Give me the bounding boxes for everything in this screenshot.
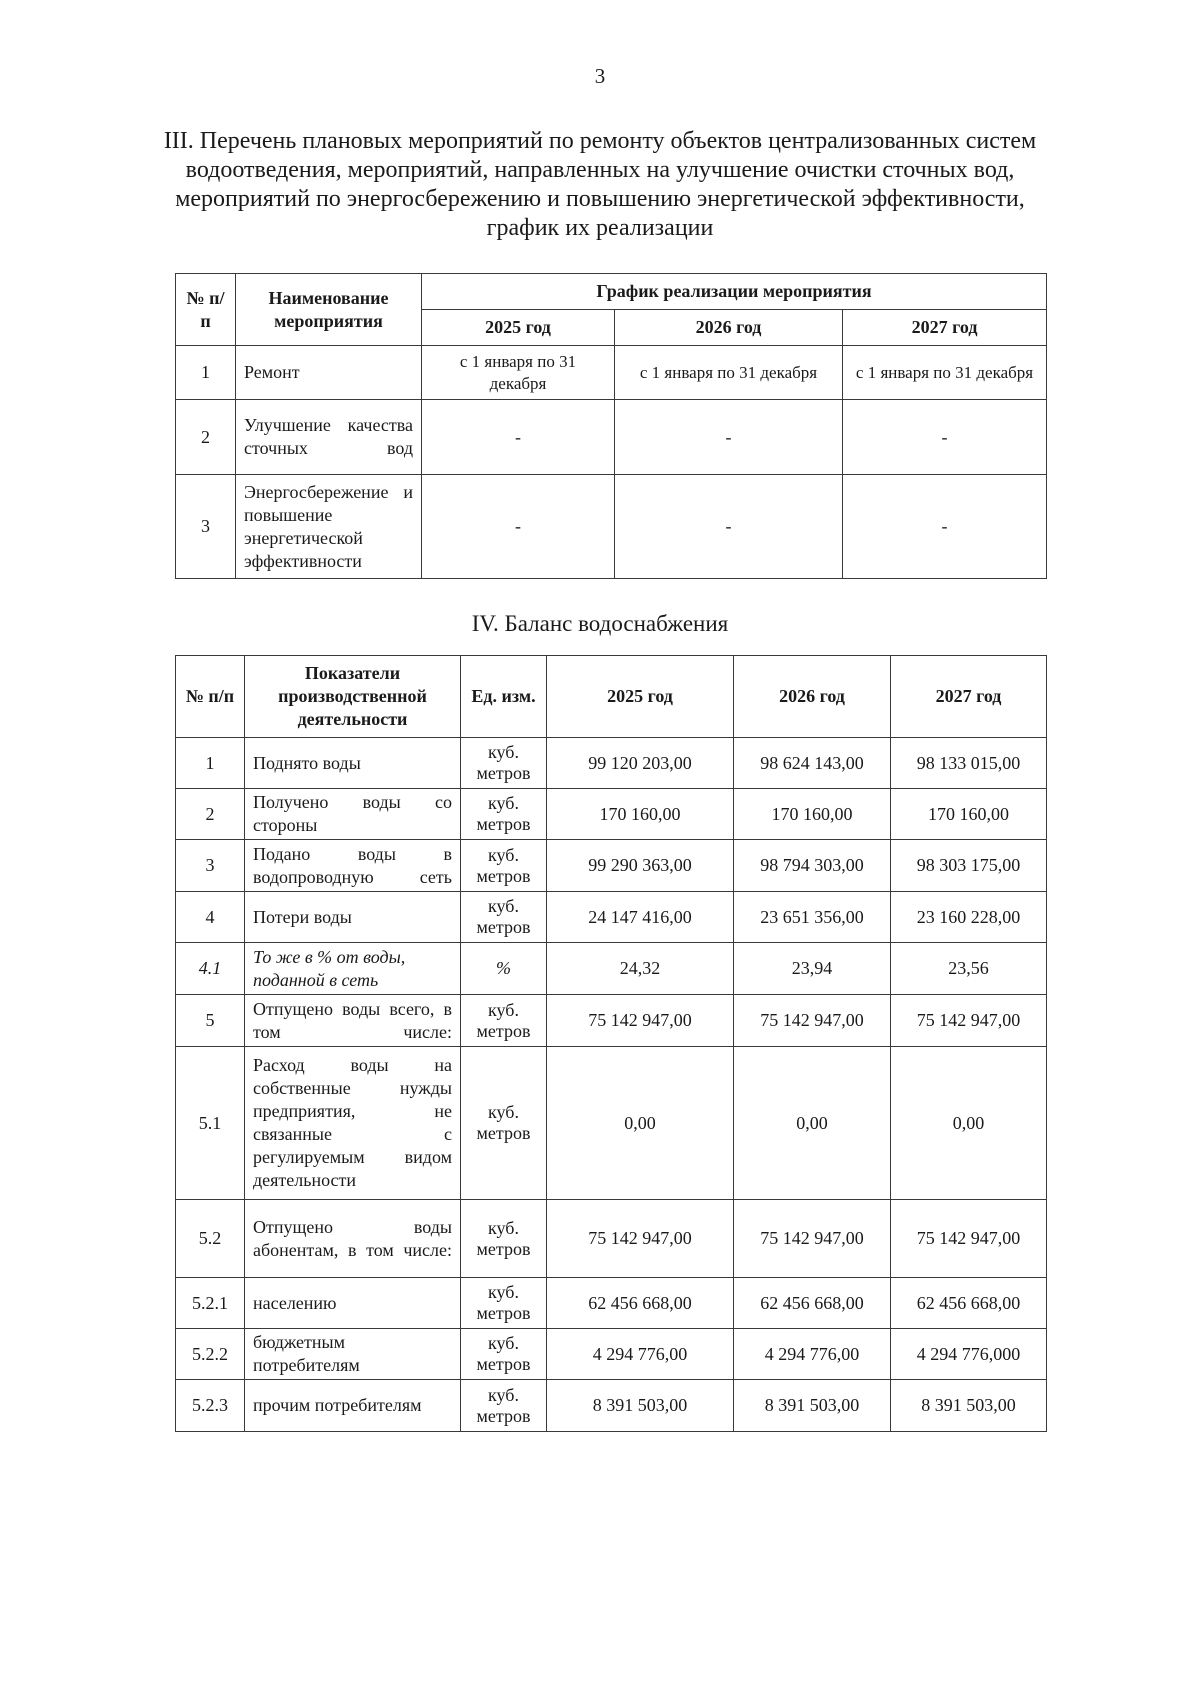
header-unit: Ед. изм. xyxy=(461,656,547,738)
row-num: 5.2.1 xyxy=(176,1278,245,1329)
row-unit: куб. метров xyxy=(461,1380,547,1432)
table-row xyxy=(176,400,1047,475)
table-row xyxy=(176,1047,1047,1200)
table-header-row xyxy=(176,274,1047,310)
value-2026: 4 294 776,00 xyxy=(734,1329,891,1380)
value-2025: 24,32 xyxy=(547,943,734,995)
table-row xyxy=(176,892,1047,943)
value-2027: 8 391 503,00 xyxy=(891,1380,1047,1432)
row-num: 5.1 xyxy=(176,1047,245,1200)
table-row xyxy=(176,475,1047,579)
row-num: 2 xyxy=(176,400,236,475)
schedule-2025: - xyxy=(422,400,615,475)
schedule-2026: - xyxy=(615,400,843,475)
schedule-2027: - xyxy=(843,400,1047,475)
value-2025: 170 160,00 xyxy=(547,789,734,840)
row-unit: куб. метров xyxy=(461,892,547,943)
row-indicator: бюджетным потребителям xyxy=(245,1329,461,1380)
header-indicator: Показатели производственной деятельности xyxy=(245,656,461,738)
value-2027: 23,56 xyxy=(891,943,1047,995)
value-2027: 75 142 947,00 xyxy=(891,995,1047,1047)
table-row xyxy=(176,995,1047,1047)
row-unit: куб. метров xyxy=(461,738,547,789)
value-2025: 0,00 xyxy=(547,1047,734,1200)
schedule-2025: с 1 января по 31 декабря xyxy=(422,346,615,400)
header-activity-name: Наименование мероприятия xyxy=(236,274,422,346)
table-row xyxy=(176,1329,1047,1380)
row-num: 5.2.2 xyxy=(176,1329,245,1380)
row-indicator: То же в % от воды, поданной в сеть xyxy=(245,943,461,995)
header-year-2027: 2027 год xyxy=(891,656,1047,738)
value-2027: 75 142 947,00 xyxy=(891,1200,1047,1278)
water-balance-table xyxy=(175,655,1047,1432)
value-2026: 23,94 xyxy=(734,943,891,995)
schedule-2025: - xyxy=(422,475,615,579)
row-activity-name: Улучшение качества сточных вод xyxy=(236,400,422,475)
value-2027: 98 133 015,00 xyxy=(891,738,1047,789)
section-3-title xyxy=(150,127,1050,243)
row-num: 5.2.3 xyxy=(176,1380,245,1432)
row-unit: куб. метров xyxy=(461,1278,547,1329)
header-num: № п/п xyxy=(176,274,236,346)
row-num: 1 xyxy=(176,738,245,789)
value-2027: 4 294 776,000 xyxy=(891,1329,1047,1380)
value-2026: 0,00 xyxy=(734,1047,891,1200)
row-indicator: Поднято воды xyxy=(245,738,461,789)
row-indicator: Потери воды xyxy=(245,892,461,943)
row-num: 3 xyxy=(176,475,236,579)
section-3-title-line: мероприятий по энергосбережению и повышению энергетической эффективности, xyxy=(175,186,1025,212)
section-3-title-line: водоотведения, мероприятий, направленных на улучшение очистки сточных вод, xyxy=(185,157,1015,183)
schedule-2026: - xyxy=(615,475,843,579)
row-num: 5 xyxy=(176,995,245,1047)
schedule-2026: с 1 января по 31 декабря xyxy=(615,346,843,400)
value-2026: 98 794 303,00 xyxy=(734,840,891,892)
section-3-title-line: график их реализации xyxy=(486,215,714,241)
table-header-row xyxy=(176,656,1047,738)
value-2027: 62 456 668,00 xyxy=(891,1278,1047,1329)
row-num: 1 xyxy=(176,346,236,400)
schedule-2027: с 1 января по 31 декабря xyxy=(843,346,1047,400)
value-2027: 23 160 228,00 xyxy=(891,892,1047,943)
section-3-title-line: III. Перечень плановых мероприятий по ремонту объектов централизованных систем xyxy=(163,128,1037,154)
value-2025: 4 294 776,00 xyxy=(547,1329,734,1380)
table-row xyxy=(176,789,1047,840)
value-2027: 0,00 xyxy=(891,1047,1047,1200)
table-row xyxy=(176,1200,1047,1278)
row-indicator: Подано воды в водопроводную сеть xyxy=(245,840,461,892)
header-num: № п/п xyxy=(176,656,245,738)
row-num: 2 xyxy=(176,789,245,840)
page-number: 3 xyxy=(594,64,606,88)
row-indicator: Отпущено воды абонентам, в том числе: xyxy=(245,1200,461,1278)
row-unit: куб. метров xyxy=(461,789,547,840)
header-year-2027: 2027 год xyxy=(843,310,1047,346)
header-schedule: График реализации мероприятия xyxy=(422,274,1047,310)
value-2026: 170 160,00 xyxy=(734,789,891,840)
value-2026: 75 142 947,00 xyxy=(734,995,891,1047)
schedule-2027: - xyxy=(843,475,1047,579)
row-activity-name: Ремонт xyxy=(236,346,422,400)
header-year-2026: 2026 год xyxy=(734,656,891,738)
row-indicator: Отпущено воды всего, в том числе: xyxy=(245,995,461,1047)
value-2026: 98 624 143,00 xyxy=(734,738,891,789)
table-row xyxy=(176,943,1047,995)
value-2025: 24 147 416,00 xyxy=(547,892,734,943)
row-indicator: Расход воды на собственные нужды предприятия, не связанные с регулируемым видом деятельности xyxy=(245,1047,461,1200)
value-2026: 62 456 668,00 xyxy=(734,1278,891,1329)
row-indicator: прочим потребителям xyxy=(245,1380,461,1432)
row-num: 3 xyxy=(176,840,245,892)
table-row xyxy=(176,1380,1047,1432)
value-2025: 99 290 363,00 xyxy=(547,840,734,892)
row-num: 4 xyxy=(176,892,245,943)
value-2026: 8 391 503,00 xyxy=(734,1380,891,1432)
header-year-2025: 2025 год xyxy=(547,656,734,738)
section-4-title: IV. Баланс водоснабжения xyxy=(471,611,729,636)
row-unit: куб. метров xyxy=(461,995,547,1047)
value-2025: 8 391 503,00 xyxy=(547,1380,734,1432)
row-num: 4.1 xyxy=(176,943,245,995)
value-2026: 75 142 947,00 xyxy=(734,1200,891,1278)
row-unit: куб. метров xyxy=(461,1047,547,1200)
table-row xyxy=(176,738,1047,789)
row-num: 5.2 xyxy=(176,1200,245,1278)
value-2025: 99 120 203,00 xyxy=(547,738,734,789)
row-unit: куб. метров xyxy=(461,1200,547,1278)
value-2027: 98 303 175,00 xyxy=(891,840,1047,892)
table-row xyxy=(176,840,1047,892)
activities-schedule-table xyxy=(175,273,1047,579)
table-row xyxy=(176,346,1047,400)
row-indicator: населению xyxy=(245,1278,461,1329)
value-2026: 23 651 356,00 xyxy=(734,892,891,943)
value-2025: 62 456 668,00 xyxy=(547,1278,734,1329)
row-unit: % xyxy=(461,943,547,995)
table-row xyxy=(176,1278,1047,1329)
header-year-2026: 2026 год xyxy=(615,310,843,346)
row-unit: куб. метров xyxy=(461,1329,547,1380)
header-year-2025: 2025 год xyxy=(422,310,615,346)
value-2025: 75 142 947,00 xyxy=(547,1200,734,1278)
value-2025: 75 142 947,00 xyxy=(547,995,734,1047)
value-2027: 170 160,00 xyxy=(891,789,1047,840)
row-unit: куб. метров xyxy=(461,840,547,892)
row-activity-name: Энергосбережение и повышение энергетической эффективности xyxy=(236,475,422,579)
row-indicator: Получено воды со стороны xyxy=(245,789,461,840)
